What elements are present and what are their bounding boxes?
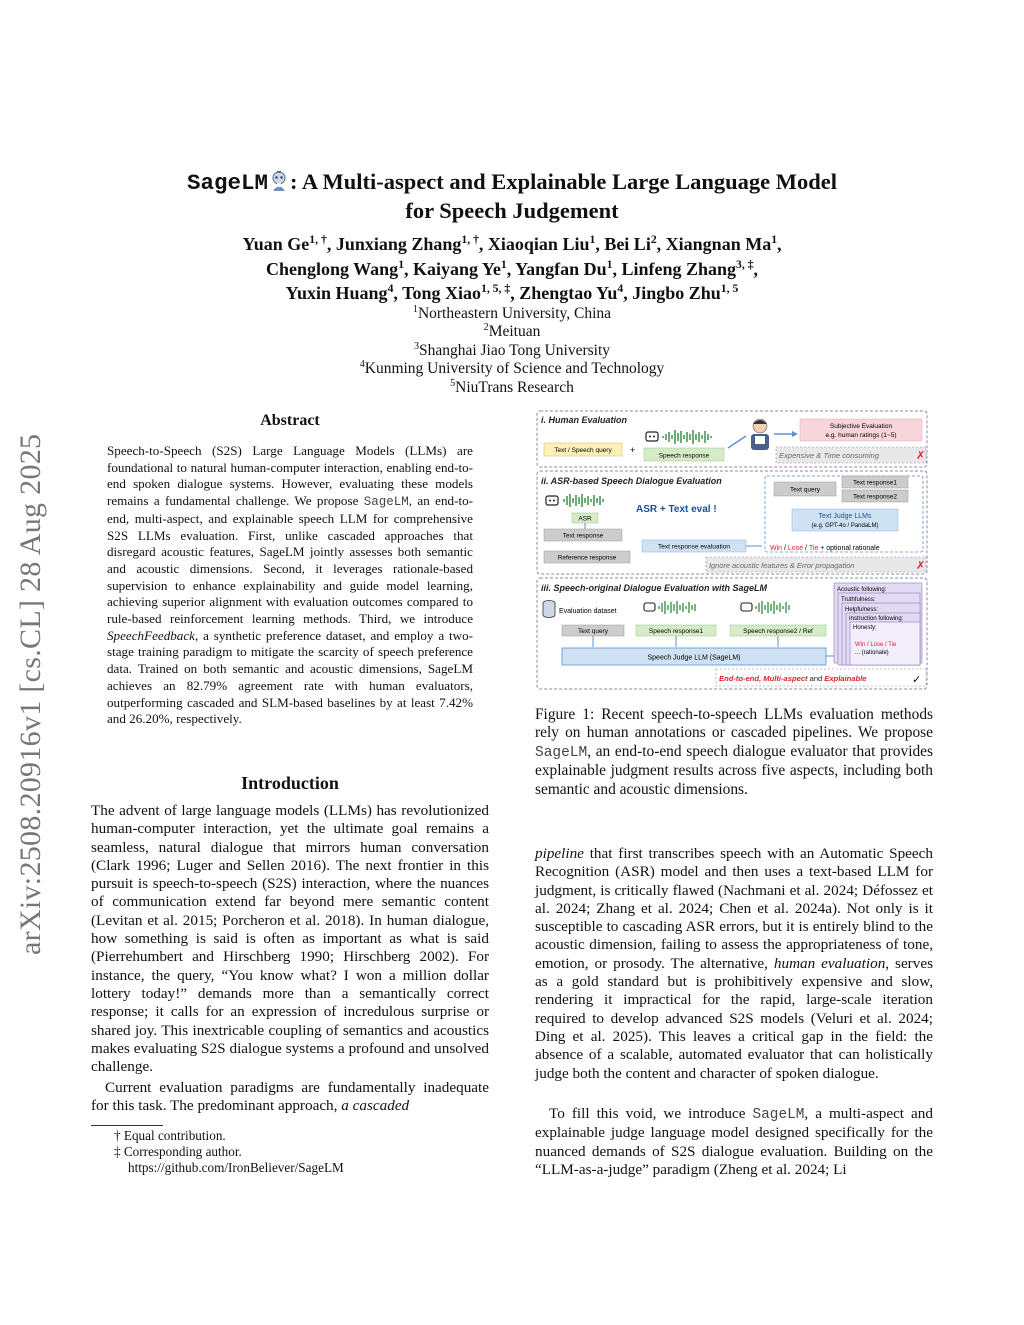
author-name: Tong Xiao$^{1, 5, \ddagger}$ — [402, 282, 511, 303]
author-name: Yuxin Huang$^4$ — [285, 282, 394, 303]
asr-label: ASR — [578, 515, 592, 523]
affiliation-list — [100, 305, 924, 397]
right-p1-text-a: that first transcribes speech with an Automatic Speech Recognition (ASR) model and then uses a text-based LLM for judgment, is critically flawed (Nachmani et al. 2024; Défossez et al. 2024; Zhang et al. 2024; Chen et al. 2024a). Not only is it susceptible to cascading ASR errors, but it is entirely blind to the acoustic dimension, failing to assess the appropriateness of tone, emotion, or prosody. The alternative, — [535, 845, 933, 972]
abstract-model-name: SageLM — [363, 495, 409, 510]
speech-waveform-icon-2 — [564, 494, 603, 507]
speaker-robot-icon-2 — [546, 496, 558, 505]
author-name: Linfeng Zhang$^{3, \ddagger}$ — [621, 257, 754, 279]
right-p1-emphasis: pipeline — [535, 845, 584, 862]
abstract-text-b: , an end-to-end, multi-aspect, and explainable speech LLM for comprehensive S2S LLMs evaluation. First, unlike cascaded approaches that disregard acoustic features, SageLM jointly assesses both semantic and acoustic dimensions. Second, it leverages rationale-based supervision to enhance explainability and guide model learning, achieving superior alignment with evaluation outcomes compared to rule-based reinforcement learning methods. Third, we introduce — [107, 493, 473, 627]
arrow-head — [792, 431, 798, 437]
sagelm-strength-line — [719, 674, 867, 683]
speech-response1-label: Speech response1 — [648, 628, 704, 635]
speech-response-label: Speech response — [658, 452, 710, 460]
panel-3-title: iii. Speech-original Dialogue Evaluation with SageLM — [541, 583, 768, 593]
affiliation: $^1$Northeastern University, China — [412, 303, 612, 322]
subjective-evaluation-label: Subjective Evaluation — [829, 423, 893, 430]
cost-warning-label: Expensive & Time consuming — [779, 451, 879, 460]
paper-title — [100, 168, 924, 224]
aspect-verdict-label: Win / Lose / Tie — [855, 642, 897, 648]
introduction-paragraph-2 — [91, 1079, 489, 1116]
speech-waveform-icon-4 — [756, 601, 789, 614]
author-affiliation-mark: 4 — [617, 282, 624, 295]
check-mark-icon: ✓ — [912, 674, 922, 686]
author-affiliation-mark: 1 — [398, 257, 405, 271]
right-column-paragraph-1 — [535, 845, 933, 1083]
title-line-2: for Speech Judgement — [405, 198, 619, 223]
sage-robot-icon — [268, 170, 290, 192]
title-line-1: : A Multi-aspect and Explainable Large Language Model — [290, 169, 837, 194]
judge-examples-label: (e.g. GPT-4o / PandaLM) — [811, 523, 879, 529]
abstract-body — [107, 443, 473, 728]
speech-judge-llm-label: Speech Judge LLM (SageLM) — [647, 654, 741, 662]
right-column-paragraph-2 — [535, 1105, 933, 1179]
speaker-robot-icon-4 — [741, 603, 752, 611]
speech-response2-label: Speech response2 / Ref — [743, 628, 813, 635]
figure-1-caption — [535, 706, 933, 799]
caption-text-b: , an end-to-end speech dialogue evaluator that provides explainable judgment results across five aspects, including both semantic and acoustic dimensions. — [535, 742, 933, 798]
asr-text-eval-label: ASR + Text eval ! — [636, 504, 717, 515]
author-affiliation-mark: 2 — [650, 233, 657, 246]
intro-p2-text: Current evaluation paradigms are fundamentally inadequate for this task. The predominant approach, — [91, 1079, 489, 1115]
arrow-to-annotator — [728, 436, 746, 448]
strength-a-label: End-to-end, Multi-aspect — [719, 674, 808, 683]
title-model-name: SageLM — [187, 170, 269, 196]
affiliation: $^3$Shanghai Jiao Tong University — [413, 340, 611, 359]
author-name: Xiaoqian Liu$^1$ — [487, 233, 596, 254]
author-name: Yuan $Ge^{1, \dagger}$ — [242, 233, 327, 254]
speaker-robot-icon — [646, 432, 658, 441]
right-p1-text-b: , serves as a gold standard but is prohibitively expensive and slow, rendering it impractical for the rapid, large-scale iteration required to develop advanced S2S models (Veluri et al. 2024; Ding et al. 2025). This leaves a critical gap in the field: the absence of a scalable, automated evaluator that can holistically judge both the content and character of spoken dialogue. — [535, 954, 933, 1082]
panel2-text-query-label: Text query — [790, 486, 820, 494]
abstract-dataset-name: SpeechFeedback — [107, 627, 195, 643]
win-label: Win — [770, 545, 783, 552]
aspect-instruction-label: Instruction following: — [849, 616, 904, 622]
speech-waveform-icon — [663, 430, 711, 444]
text-response-evaluation-label: Text response evaluation — [658, 543, 730, 551]
aspect-rationale-label: ... (rationale) — [855, 650, 889, 656]
footnote-github-link[interactable]: https://github.com/IronBeliever/SageLM — [128, 1160, 344, 1176]
database-icon — [543, 601, 555, 618]
verdict-line: Win / Lose / Tie + optional rationale — [770, 545, 880, 552]
author-affiliation-mark: 1 — [606, 257, 613, 271]
human-ratings-label: e.g. human ratings (1~5) — [825, 432, 897, 439]
abstract-text-a: Speech-to-Speech (S2S) Large Language Models (LLMs) are foundational to natural human-computer interaction, enabling end-to-end spoken dialogue systems. However, evaluating these models remains a fundamental challenge. We propose — [107, 443, 473, 509]
panel-1-title: i. Human Evaluation — [541, 415, 628, 425]
author-affiliation-mark: 1, 5, ‡ — [480, 282, 511, 295]
panel-2-title: ii. ASR-based Speech Dialogue Evaluation — [541, 476, 722, 486]
footnote-equal-contribution: † Equal contribution. — [114, 1128, 226, 1143]
plus-sign: + — [630, 445, 636, 455]
arxiv-identifier: arXiv:2508.20916v1 [cs.CL] 28 Aug 2025 — [14, 433, 47, 955]
rationale-label: + optional rationale — [820, 545, 880, 552]
caption-model-name: SageLM — [535, 744, 588, 761]
author-name: Kaiyang Ye$^1$ — [413, 257, 507, 279]
text-response1-label: Text response1 — [852, 479, 898, 487]
aspect-acoustic-label: Acoustic following: — [837, 587, 887, 593]
footnote-corresponding-author: ‡ Corresponding author. — [114, 1144, 242, 1160]
speech-waveform-icon-3 — [659, 601, 695, 614]
strength-b-label: Explainable — [824, 674, 867, 683]
author-name: Zhengtao Yu$^4$ — [519, 282, 624, 303]
footnotes — [114, 1128, 344, 1177]
author-affiliation-mark: 1, † — [309, 233, 327, 246]
aspect-helpfulness-label: Helpfulness: — [845, 607, 879, 613]
asr-problem-label: Ignore acoustic features & Error propagation — [709, 561, 855, 570]
author-affiliation-mark: 1, † — [461, 233, 479, 246]
tie-label: Tie — [808, 545, 819, 552]
introduction-heading: Introduction — [241, 773, 339, 793]
abstract-heading: Abstract — [260, 412, 320, 429]
author-name: Xiangnan Ma$^1$ — [665, 233, 778, 254]
affiliation: $^2$Meituan — [483, 322, 541, 341]
right-p1-emphasis-2: human evaluation — [773, 954, 886, 972]
introduction-paragraph-1: The advent of large language models (LLMs) has revolutionized human-computer interaction, yet the ultimate goal remains a seamless, natural dialogue that mirrors human conversation (Clark 1996; Luger and Sellen 2016). The next frontier in this pursuit is speech-to-speech (S2S) interaction, where the nuances of communication extend far beyond mere semantic content (Levitan et al. 2015; Porcheron et al. 2018). In human dialogue, how something is said is often as important as what is said (Pierrehumbert and Hirschberg 1990; Hirschberg 2002). For instance, the query, “You know what? I won a million dollar lottery today!” demands more than a semantically correct response; it calls for an expression of incredulous surprise or shared joy. This inextricable coupling of semantics and acoustics makes evaluating S2S dialogue systems a profound and unsolved challenge. — [91, 802, 489, 1076]
author-list: Yuan $Ge^{1, \dagger}$, Junxiang Zhang$^{1, \dagger}$, Xiaoqian Liu$^1$, Bei Li$^2$, Xiangnan Ma$^1$, Chenglong Wang$^1$, Kaiyang Ye$^1$, Yangfan Du$^1$, Linfeng Zhang$^{3, \ddagger}$, Yuxin Huang$^4$, Tong Xiao$^{1, 5, \ddagger}$, Zhengtao Yu$^4$, Jingbo Zhu$^{1, 5}$ — [242, 233, 782, 303]
author-name: Yangfan Du$^1$ — [515, 257, 613, 279]
cross-mark-icon-2: ✗ — [916, 560, 926, 572]
author-affiliation-mark: 1 — [589, 233, 596, 246]
aspect-truthfulness-label: Truthfulness: — [841, 597, 876, 603]
author-name: Jingbo Zhu$^{1, 5}$ — [632, 282, 739, 303]
lose-label: Lose — [787, 545, 804, 552]
author-affiliation-mark: 4 — [387, 282, 394, 295]
human-annotator-icon — [751, 419, 769, 450]
cross-mark-icon: ✗ — [916, 450, 926, 462]
affiliation: $^5$NiuTrans Research — [450, 377, 574, 396]
author-affiliation-mark: 1 — [500, 257, 507, 271]
author-name: Bei Li$^2$ — [604, 233, 657, 254]
aspect-honesty-label: Honesty: — [853, 625, 877, 631]
text-judge-llms-label: Text Judge LLMs — [818, 513, 872, 520]
right-p2-model-name: SageLM — [752, 1107, 805, 1123]
author-name: Chenglong Wang$^1$ — [265, 257, 405, 279]
right-p2-text-b: , a multi-aspect and explainable judge language model designed specifically for the nuanced demands of S2S dialogue evaluation. Building on the “LLM-as-a-judge” paradigm (Zheng et al. 2024; Li — [535, 1105, 933, 1178]
intro-p2-emphasis: a cascaded — [341, 1097, 410, 1115]
text-speech-query-label: Text / Speech query — [554, 447, 612, 454]
caption-text-a: Figure 1: Recent speech-to-speech LLMs evaluation methods rely on human annotations or cascaded pipelines. We propose — [535, 706, 933, 742]
figure-1-diagram — [536, 410, 928, 692]
text-response2-label: Text response2 — [852, 493, 898, 501]
reference-response-label: Reference response — [557, 554, 617, 562]
author-affiliation-mark: 1 — [771, 233, 778, 246]
text-response-label: Text response — [562, 532, 604, 540]
strength-and-label: and — [809, 674, 823, 683]
right-p2-text-a: To fill this void, we introduce — [549, 1105, 753, 1122]
author-affiliation-mark: 3, ‡ — [735, 257, 754, 271]
footnote-divider — [91, 1125, 163, 1126]
author-affiliation-mark: 1, 5 — [720, 282, 739, 295]
speaker-robot-icon-3 — [644, 603, 655, 611]
evaluation-dataset-label: Evaluation dataset — [559, 608, 617, 615]
affiliation: $^4$Kunming University of Science and Technology — [359, 359, 665, 378]
author-name: Junxiang Zhang$^{1, \dagger}$ — [335, 233, 479, 254]
panel3-text-query-label: Text query — [578, 628, 608, 635]
abstract-text-c: , a synthetic preference dataset, and employ a two-stage training paradigm to mitigate the scarcity of speech preference data. Trained on both semantic and acoustic dimensions, SageLM achieves an 82.79% agreement rate with human evaluators, outperforming cascaded and SLM-based baselines by at least 7.42% and 26.20%, respectively. — [107, 627, 473, 727]
